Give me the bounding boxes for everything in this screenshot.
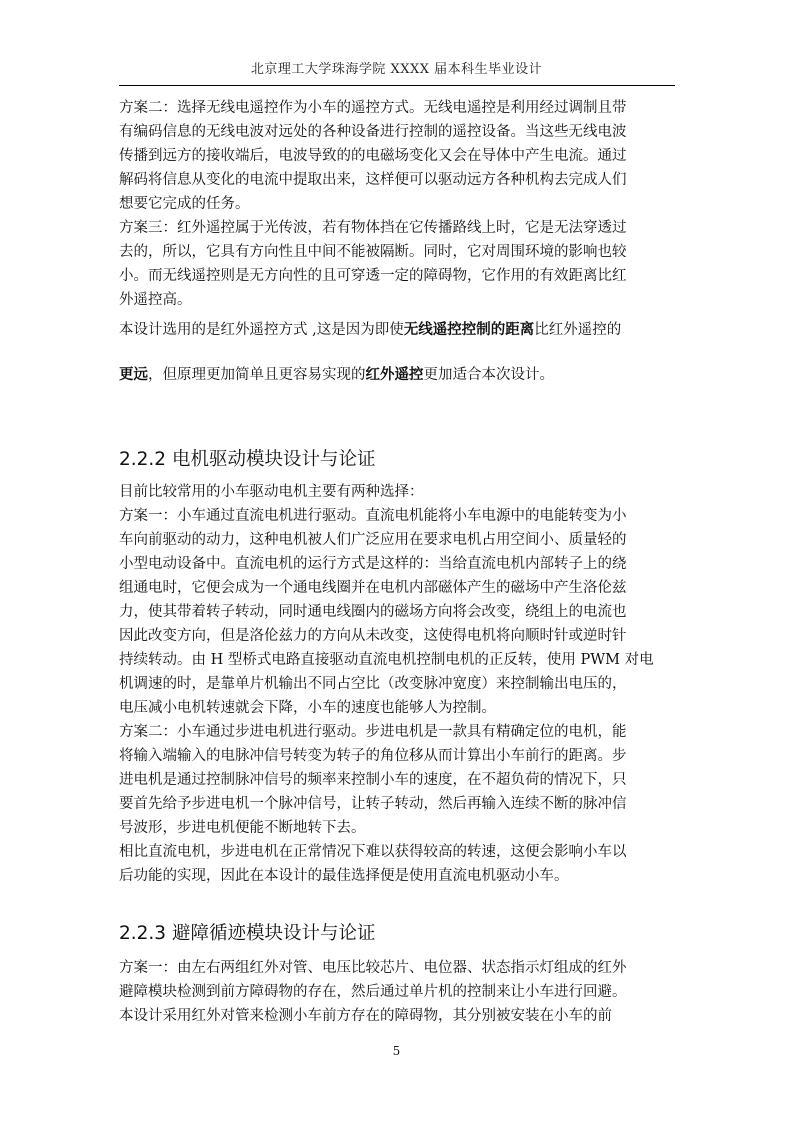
text-line: 传播到远方的接收端后，电波导致的的电磁场变化又会在导体中产生电流。通过 — [119, 148, 627, 164]
remote-plan-2-paragraph — [119, 96, 675, 216]
emphasis-text: 红外遥控 — [365, 367, 424, 383]
text-line: 外遥控高。 — [119, 292, 192, 308]
text-line: 方案一：由左右两组红外对管、电压比较芯片、电位器、状态指示灯组成的红外 — [119, 960, 627, 976]
text-line: 组通电时，它便会成为一个通电线圈并在电机内部磁体产生的磁场中产生洛伦兹 — [119, 580, 627, 596]
text-line: 目前比较常用的小车驱动电机主要有两种选择： — [119, 484, 424, 500]
text-line: 进电机是通过控制脉冲信号的频率来控制小车的速度，在不超负荷的情况下，只 — [119, 772, 627, 788]
text-line: 机调速的时，是靠单片机输出不同占空比（改变脉冲宽度）来控制输出电压的， — [119, 676, 627, 692]
motor-compare-paragraph — [119, 840, 675, 888]
text-line: 小。而无线遥控则是无方向性的且可穿透一定的障碍物，它作用的有效距离比红 — [119, 268, 627, 284]
text-line: 方案一：小车通过直流电机进行驱动。直流电机能将小车电源中的电能转变为小 — [119, 508, 627, 524]
text-line — [119, 318, 675, 342]
motor-plan-1-paragraph — [119, 504, 675, 720]
remote-conclusion-paragraph — [119, 318, 675, 387]
text-line: 车向前驱动的动力，这种电机被人们广泛应用在要求电机占用空间小、质量轻的 — [119, 532, 627, 548]
text-line: 方案三：红外遥控属于光传波，若有物体挡在它传播路线上时，它是无法穿透过 — [119, 220, 627, 236]
header-rule — [119, 85, 675, 86]
text-line: 解码将信息从变化的电流中提取出来，这样便可以驱动远方各种机构去完成人们 — [119, 172, 627, 188]
page-number: 5 — [392, 1044, 401, 1058]
text-line: 要首先给予步进电机一个脉冲信号，让转子转动，然后再输入连续不断的脉冲信 — [119, 796, 627, 812]
section-heading-motor-drive: 2.2.2 电机驱动模块设计与论证 — [119, 449, 376, 470]
text-line — [119, 363, 675, 387]
text-line: 方案二：选择无线电遥控作为小车的遥控方式。无线电遥控是利用经过调制且带 — [119, 100, 627, 116]
emphasis-text: 本设计 — [119, 322, 163, 338]
motor-plan-2-paragraph — [119, 720, 675, 840]
text-line: 相比直流电机，步进电机在正常情况下难以获得较高的转速，这便会影响小车以 — [119, 844, 627, 860]
body-text: 更加适合本次设计。 — [423, 367, 554, 383]
obstacle-plan-1-paragraph — [119, 956, 675, 1028]
body-text: 比红外遥控的 — [534, 322, 622, 338]
page-header: 北京理工大学珠海学院 XXXX 届本科生毕业设计 — [250, 62, 543, 77]
emphasis-text: 更远 — [119, 367, 148, 383]
text-line: 避障模块检测到前方障碍物的存在，然后通过单片机的控制来让小车进行回避。 — [119, 984, 627, 1000]
text-line: 后功能的实现，因此在本设计的最佳选择便是使用直流电机驱动小车。 — [119, 868, 569, 884]
text-line: 电压减小电机转速就会下降，小车的速度也能够人为控制。 — [119, 700, 496, 716]
text-line: 方案二：小车通过步进电机进行驱动。步进电机是一款具有精确定位的电机，能 — [119, 724, 627, 740]
body-text: 选用的是红外遥控方式 ,这是因为即使 — [162, 322, 404, 338]
text-line: 有编码信息的无线电波对远处的各种设备进行控制的遥控设备。当这些无线电波 — [119, 124, 627, 140]
section-heading-obstacle-tracking: 2.2.3 避障循迹模块设计与论证 — [119, 923, 376, 944]
text-line: 力，使其带着转子转动，同时通电线圈内的磁场方向将会改变，绕组上的电流也 — [119, 604, 627, 620]
remote-plan-3-paragraph — [119, 216, 675, 312]
emphasis-text: 无线遥控控制的距离 — [403, 322, 535, 338]
body-text: ，但原理更加简单且更容易实现的 — [148, 367, 366, 383]
motor-intro-paragraph — [119, 480, 675, 504]
text-line: 本设计采用红外对管来检测小车前方存在的障碍物，其分别被安装在小车的前 — [119, 1008, 612, 1024]
text-line: 因此改变方向，但是洛伦兹力的方向从未改变，这使得电机将向顺时针或逆时针 — [119, 628, 627, 644]
text-line: 号波形，步进电机便能不断地转下去。 — [119, 820, 366, 836]
text-line: 将输入端输入的电脉冲信号转变为转子的角位移从而计算出小车前行的距离。步 — [119, 748, 627, 764]
text-line: 想要它完成的任务。 — [119, 196, 250, 212]
text-line: 去的，所以，它具有方向性且中间不能被隔断。同时，它对周围环境的影响也较 — [119, 244, 627, 260]
text-line: 持续转动。由 H 型桥式电路直接驱动直流电机控制电机的正反转，使用 PWM 对电 — [119, 652, 654, 668]
text-line: 小型电动设备中。直流电机的运行方式是这样的：当给直流电机内部转子上的绕 — [119, 556, 627, 572]
